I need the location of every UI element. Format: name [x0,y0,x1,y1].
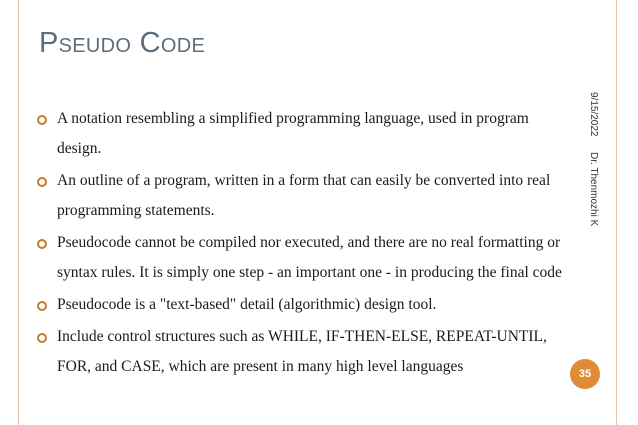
list-item [37,104,567,164]
list-item [37,166,567,226]
slide-author: Dr. Thenmozhi K [588,152,599,227]
bullet-text: Pseudocode cannot be compiled nor executed, and there are no real formatting or syntax rules. It is simply one step - an important one - in producing the final code [57,234,562,281]
bullet-text: A notation resembling a simplified programming language, used in program design. [57,110,529,157]
slide-title: Pseudo Code [39,27,206,59]
page-number-badge: 35 [570,359,600,389]
list-item [37,228,567,288]
bullet-text: An outline of a program, written in a form that can easily be converted into real programming statements. [57,172,551,219]
bullet-ring-icon [37,239,47,249]
list-item [37,290,567,320]
bullet-list [37,104,567,384]
list-item [37,322,567,382]
bullet-ring-icon [37,115,47,125]
bullet-ring-icon [37,177,47,187]
bullet-text: Pseudocode is a "text-based" detail (algorithmic) design tool. [57,296,437,313]
bullet-ring-icon [37,301,47,311]
bullet-text: Include control structures such as WHILE, IF-THEN-ELSE, REPEAT-UNTIL, FOR, and CASE, which are present in many high level languages [57,328,547,375]
slide-date: 9/15/2022 [588,92,599,137]
bullet-ring-icon [37,333,47,343]
left-divider-line [18,0,19,425]
right-divider-line [616,0,617,425]
